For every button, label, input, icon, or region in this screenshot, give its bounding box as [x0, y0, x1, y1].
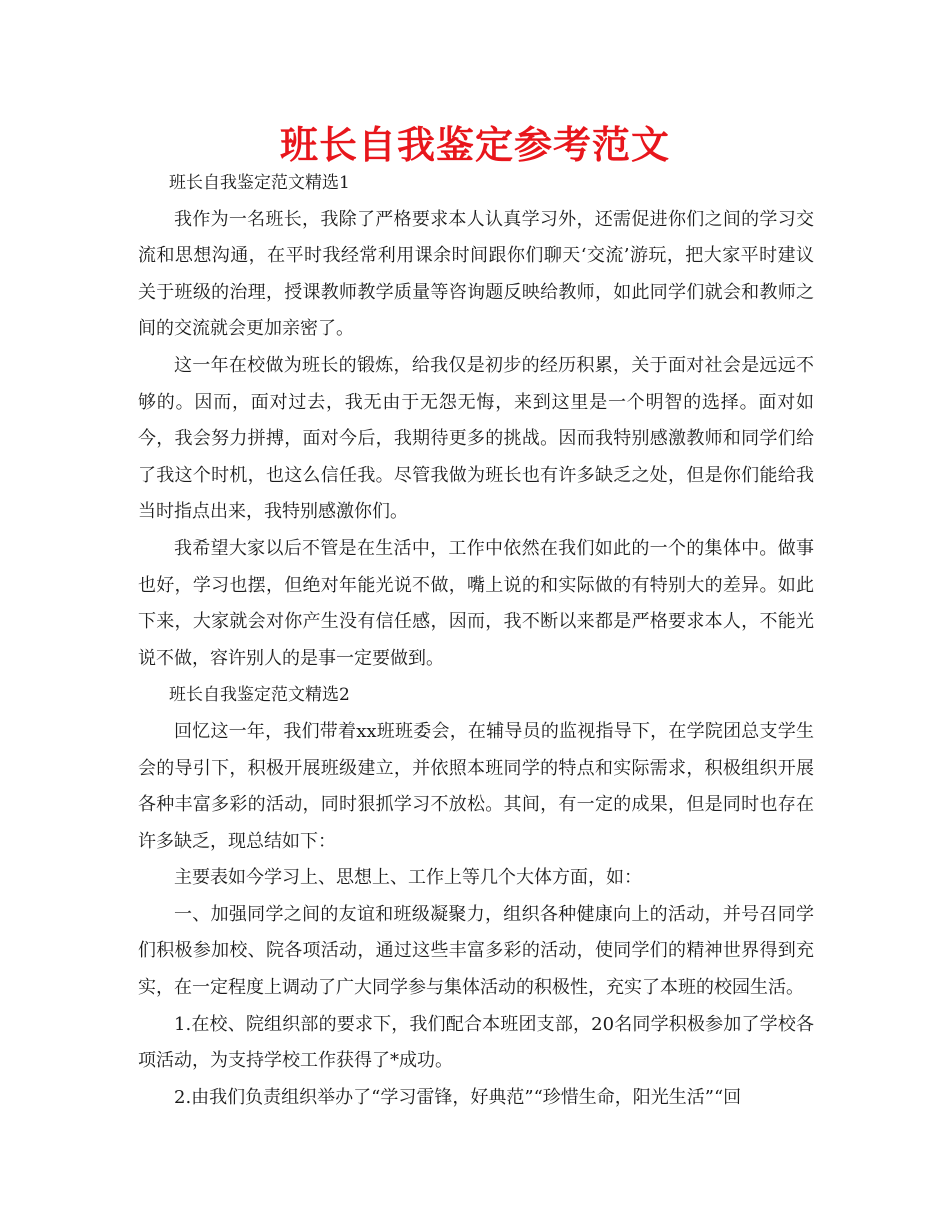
body-paragraph: 主要表如今学习上、思想上、工作上等几个大体方面，如： [174, 867, 642, 889]
section-heading: 班长自我鉴定范文精选1 [169, 173, 350, 193]
body-paragraph: 一、加强同学之间的友谊和班级凝聚力，组织各种健康向上的活动，并号召同学们积极参加校、院各项活动，通过这些丰富多彩的活动，使同学们的精神世界得到充实，在一定程度上调动了广大同学参与集体活动的积极性，充实了本班的校园生活。 [138, 903, 814, 999]
body-paragraph: 这一年在校做为班长的锻炼，给我仅是初步的经历积累，关于面对社会是远远不够的。因而，面对过去，我无由于无怨无悔，来到这里是一个明智的选择。面对如今，我会努力拼搏，面对今后，我期待更多的挑战。因而我特别感激教师和同学们给了我这个时机，也这么信任我。尽管我做为班长也有许多缺乏之处，但是你们能给我当时指点出来，我特别感激你们。 [138, 354, 814, 523]
document-body [138, 165, 814, 1116]
document-title: 班长自我鉴定参考范文 [279, 123, 670, 167]
list-item: 2.由我们负责组织举办了“学习雷锋，好典范”“珍惜生命，阳光生活”“回 [174, 1086, 742, 1108]
body-paragraph: 回忆这一年，我们带着xx班班委会，在辅导员的监视指导下，在学院团总支学生会的导引下，积极开展班级建立，并依照本班同学的特点和实际需求，积极组织开展各种丰富多彩的活动，同时狠抓学习不放松。其间，有一定的成果，但是同时也存在许多缺乏，现总结如下： [138, 720, 814, 852]
body-paragraph: 我作为一名班长，我除了严格要求本人认真学习外，还需促进你们之间的学习交流和思想沟通，在平时我经常利用课余时间跟你们聊天‘交流’游玩，把大家平时建议关于班级的治理，授课教师教学质量等咨询题反映给教师，如此同学们就会和教师之间的交流就会更加亲密了。 [138, 208, 814, 340]
body-paragraph: 我希望大家以后不管是在生活中，工作中依然在我们如此的一个的集体中。做事也好，学习也摆，但绝对年能光说不做，嘴上说的和实际做的有特别大的差异。如此下来，大家就会对你产生没有信任感，因而，我不断以来都是严格要求本人，不能光说不做，容许别人的是事一定要做到。 [138, 537, 814, 669]
list-item: 1.在校、院组织部的要求下，我们配合本班团支部，20名同学积极参加了学校各项活动，为支持学校工作获得了*成功。 [138, 1013, 814, 1072]
section-heading: 班长自我鉴定范文精选2 [169, 685, 350, 706]
